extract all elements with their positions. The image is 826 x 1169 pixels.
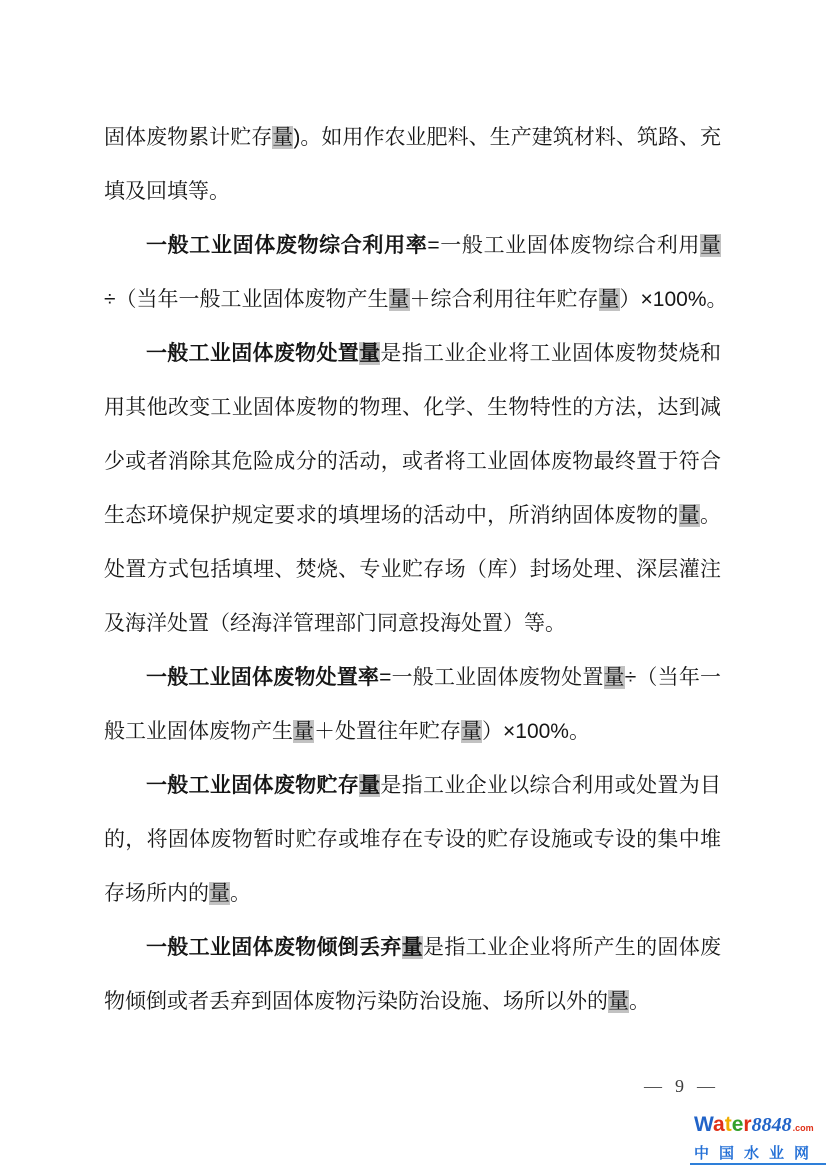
text-run: =一般工业固体废物综合利用量 — [427, 234, 722, 257]
term-bold: 一般工业固体废物贮存量 — [146, 774, 381, 797]
substituted-glyph: 量 — [359, 774, 381, 797]
logo-number-8848: 8848 — [751, 1114, 792, 1136]
text-run: 用其他改变工业固体废物的物理、化学、生物特性的方法，达到减 — [104, 396, 721, 419]
text-run: 是指工业企业将所产生的固体废 — [423, 936, 722, 959]
text-run: 生态环境保护规定要求的填埋场的活动中，所消纳固体废物的量。 — [104, 504, 722, 527]
logo-letter: e — [731, 1113, 744, 1136]
substituted-glyph: 量 — [678, 504, 701, 527]
substituted-glyph: 量 — [401, 936, 424, 959]
text-line — [104, 651, 721, 705]
text-line — [104, 435, 721, 489]
page-number — [644, 1076, 715, 1097]
logo-letter: W — [694, 1113, 714, 1136]
footer-dash-right: — — [697, 1076, 715, 1096]
logo-tld: .com — [792, 1123, 814, 1133]
text-line — [104, 867, 721, 921]
text-run: 存场所内的量。 — [104, 882, 251, 905]
substituted-glyph: 量 — [359, 342, 381, 365]
term-bold: 一般工业固体废物倾倒丢弃量 — [146, 936, 424, 959]
text-line — [104, 705, 721, 759]
text-run: 是指工业企业以综合利用或处置为目 — [380, 774, 722, 797]
substituted-glyph: 量 — [608, 990, 629, 1013]
text-run: 物倾倒或者丢弃到固体废物污染防治设施、场所以外的量。 — [104, 990, 650, 1013]
text-run: 处置方式包括填埋、焚烧、专业贮存场（库）封场处理、深层灌注 — [104, 558, 721, 581]
term-bold: 一般工业固体废物处置率 — [146, 666, 380, 689]
logo-letter: t — [724, 1113, 732, 1136]
substituted-glyph: 量 — [700, 234, 722, 257]
text-line — [104, 165, 721, 219]
text-line — [104, 111, 721, 165]
text-line — [104, 273, 728, 327]
substituted-glyph: 量 — [209, 882, 230, 905]
text-line — [104, 597, 721, 651]
text-line — [104, 921, 721, 975]
text-run: 及海洋处置（经海洋管理部门同意投海处置）等。 — [104, 612, 566, 635]
logo-wordmark — [694, 1113, 826, 1140]
term-bold: 一般工业固体废物处置量 — [146, 342, 381, 365]
logo-letter: a — [713, 1113, 725, 1136]
text-run: 少或者消除其危险成分的活动，或者将工业固体废物最终置于符合 — [104, 450, 721, 473]
text-body — [104, 111, 728, 1029]
text-line — [104, 489, 721, 543]
substituted-glyph: 量 — [272, 126, 294, 149]
substituted-glyph: 量 — [603, 666, 625, 689]
substituted-glyph: 量 — [461, 720, 482, 743]
text-line — [104, 219, 721, 273]
text-run: 填及回填等。 — [104, 180, 230, 203]
text-line — [104, 381, 721, 435]
logo-subtitle: 中国水业网 — [694, 1145, 820, 1162]
footer-dash-left: — — [644, 1076, 662, 1096]
substituted-glyph: 量 — [598, 288, 620, 311]
page-number-value: 9 — [675, 1076, 684, 1096]
term-bold: 一般工业固体废物综合利用率 — [146, 234, 428, 257]
text-run: 的，将固体废物暂时贮存或堆存在专设的贮存设施或专设的集中堆 — [104, 828, 721, 851]
text-run: ÷（当年一般工业固体废物产生量＋综合利用往年贮存量）×100%。 — [104, 288, 728, 311]
text-run: 固体废物累计贮存量)。如用作农业肥料、生产建筑材料、筑路、充 — [104, 126, 722, 149]
substituted-glyph: 量 — [388, 288, 410, 311]
text-line — [104, 327, 721, 381]
logo-underline — [690, 1163, 826, 1165]
water8848-logo — [694, 1113, 826, 1163]
text-run: 般工业固体废物产生量＋处置往年贮存量）×100%。 — [104, 720, 590, 743]
text-line — [104, 543, 721, 597]
text-line — [104, 813, 721, 867]
logo-letter: r — [743, 1113, 752, 1136]
text-line — [104, 975, 721, 1029]
logo-word-water — [694, 1113, 752, 1136]
text-line — [104, 759, 721, 813]
substituted-glyph: 量 — [293, 720, 314, 743]
text-run: =一般工业固体废物处置量÷（当年一 — [379, 666, 722, 689]
text-run: 是指工业企业将工业固体废物焚烧和 — [380, 342, 722, 365]
